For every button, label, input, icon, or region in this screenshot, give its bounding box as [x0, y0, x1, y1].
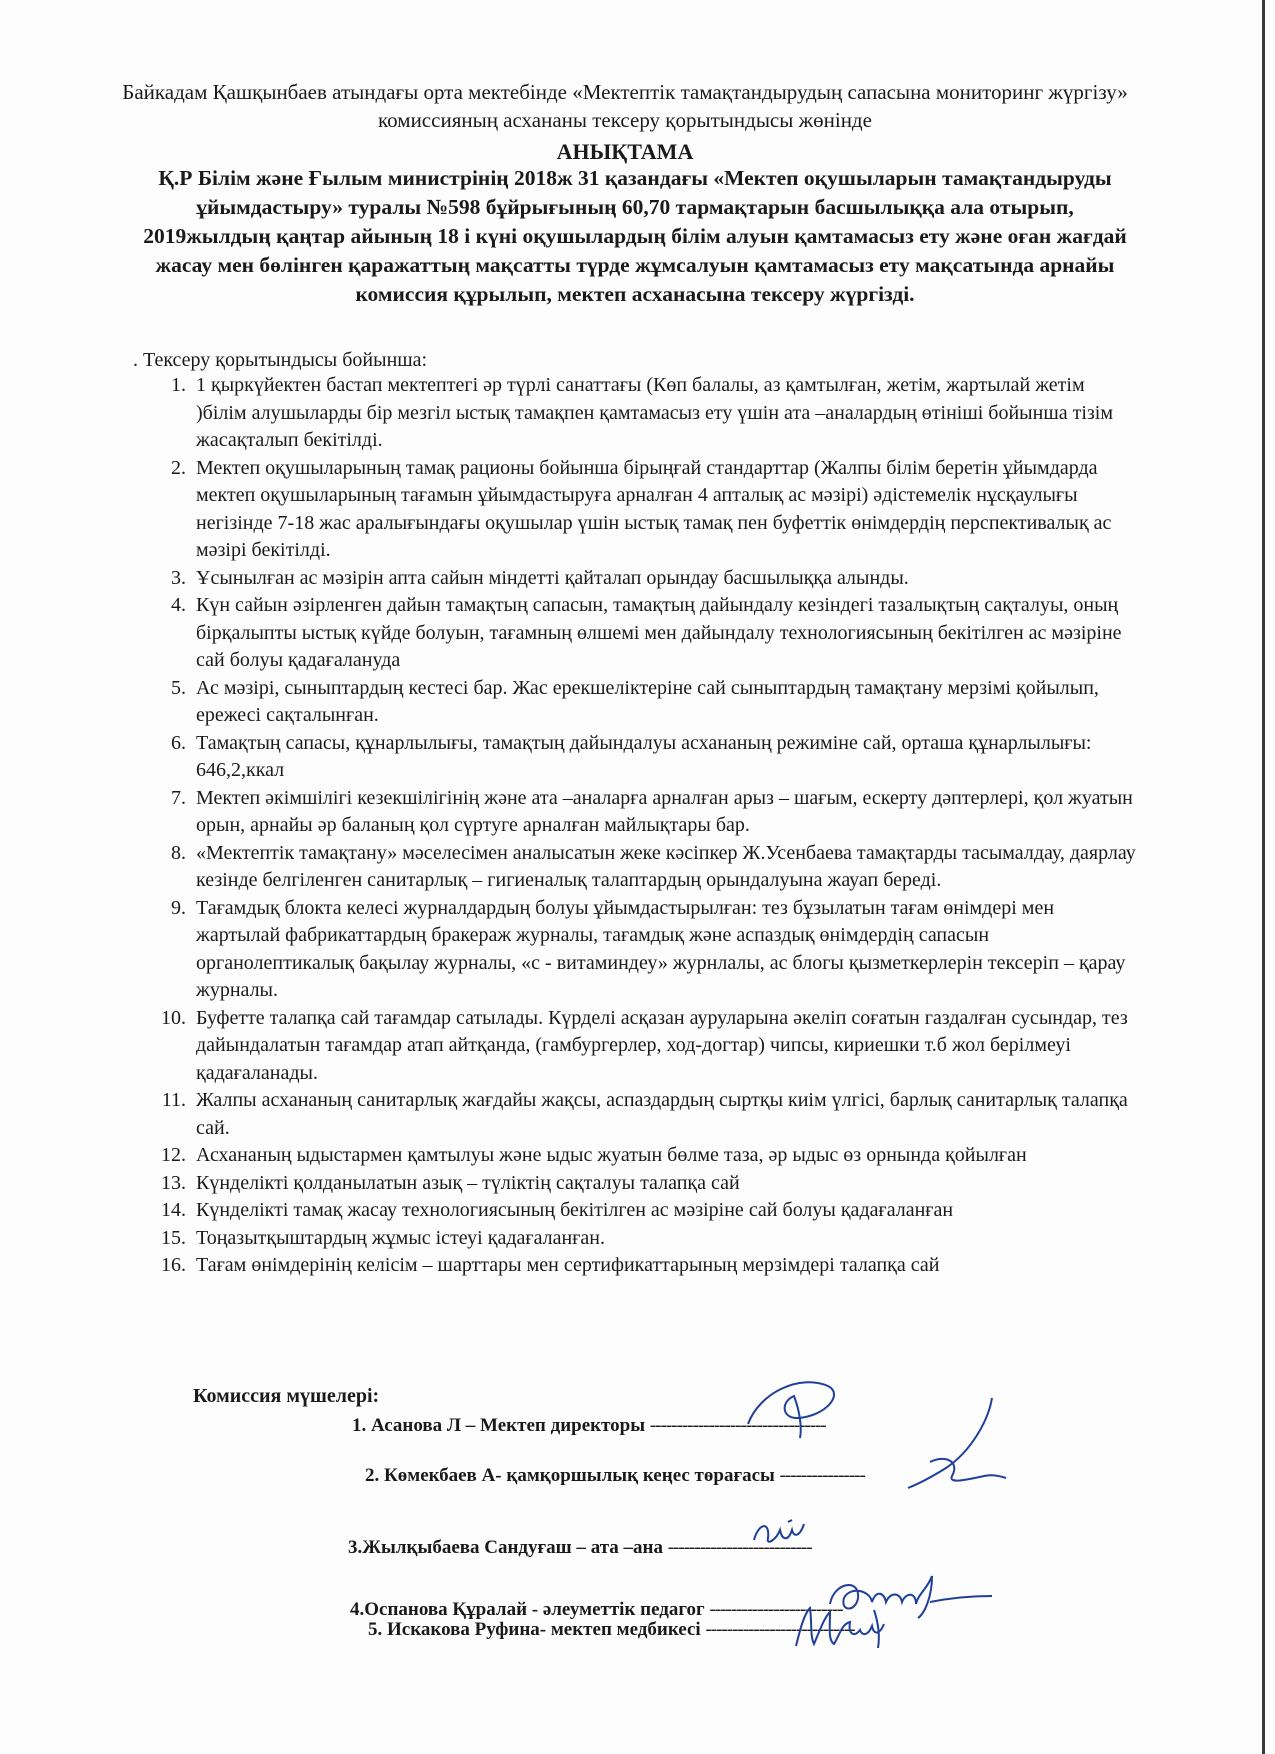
signature-iskakova	[790, 1600, 900, 1656]
finding-item	[140, 840, 1140, 895]
signature-zhylkybaeva	[748, 1510, 818, 1554]
member-name: 2. Көмекбаев А- қамқоршылық кеңес төрағасы	[365, 1465, 775, 1486]
finding-number: 16.	[161, 1254, 186, 1276]
scan-edge	[1262, 0, 1265, 1754]
finding-text: Күн сайын әзірленген дайын тамақтың сапасын, тамақтың дайындалу кезіндегі тазалықтың сақталуы, оның бірқалыпты ыстық күйде болуын, тағамның өлшемі мен дайындалу технологиясының бекітілген ас мәзіріне сай болуы қадағалануда	[196, 594, 1122, 671]
finding-text: Мектеп оқушыларының тамақ рационы бойынша бірыңғай стандарттар (Жалпы білім беретін ұйымдарда мектеп оқушыларының тағамын ұйымдастыруға арналған 4 апталық ас мәзірі) әдістемелік нұсқаулығы негізінде 7-18 жас аралығындағы оқушылар үшін ыстық тамақ пен буфеттік өнімдердің перспективалық ас мәзірі бекітілді.	[196, 456, 1112, 561]
finding-item	[140, 1225, 1140, 1253]
finding-text: Асхананың ыдыстармен қамтылуы және ыдыс жуатын бөлме таза, әр ыдыс өз орнында қойылған	[196, 1144, 1027, 1166]
finding-item	[140, 455, 1140, 565]
finding-number: 9.	[171, 896, 186, 919]
finding-number: 1.	[171, 374, 186, 396]
finding-item	[140, 895, 1140, 1005]
member-name: 1. Асанова Л – Мектеп директоры	[352, 1415, 646, 1436]
finding-number: 13.	[161, 1171, 186, 1194]
finding-number: 7.	[171, 786, 186, 809]
finding-item	[140, 372, 1140, 455]
finding-item	[140, 730, 1140, 785]
finding-item	[140, 1252, 1140, 1280]
finding-number: 6.	[171, 731, 186, 754]
member-5	[368, 1618, 855, 1642]
finding-text: Буфетте талапқа сай тағамдар сатылады. Күрделі асқазан ауруларына әкеліп соғатын газдалған сусындар, тез дайындалатын тағамдар атап айтқанда, (гамбургерлер, ход-догтар) чипсы, кириешки т.б жол берілмеуі қадағаланады.	[196, 1006, 1128, 1084]
finding-text: «Мектептік тамақтану» мәселесімен аналысатын жеке кәсіпкер Ж.Усенбаева тамақтарды тасымалдау, даярлау кезінде белгіленген санитарлық – гигиеналық талаптардың орындалуына жауап береді.	[196, 841, 1136, 891]
document-preamble: Қ.Р Білім және Ғылым министрінің 2018ж 31 қазандағы «Мектеп оқушыларын тамақтандыруды ұйымдастыру» туралы №598 бұйрығының 60,70 тармақтарын басшылыққа ала отырып, 2019жылдың қаңтар айының 18 і күні оқушылардың білім алуын қамтамасыз ету және оған жағдай жасау мен бөлінген қаражаттың мақсатты түрде жұмсалуын қамтамасыз ету мақсатында арнайы комиссия құрылып, мектеп асханасына тексеру жүргізді.	[143, 166, 1127, 306]
finding-number: 2.	[171, 456, 186, 479]
member-name: 3.Жылқыбаева Сандуғаш – ата –ана	[348, 1537, 663, 1558]
member-3	[348, 1536, 812, 1560]
finding-item	[140, 565, 1140, 593]
finding-number: 4.	[171, 594, 186, 616]
finding-number: 5.	[171, 676, 186, 699]
findings-list	[140, 372, 1140, 1280]
finding-text: Ұсынылған ас мәзірін апта сайын міндетті қайталап орындау басшылыққа алынды.	[196, 566, 909, 589]
finding-item	[140, 1005, 1140, 1088]
finding-text: Күнделікті тамақ жасау технологиясының бекітілген ас мәзіріне сай болуы қадағаланған	[196, 1199, 954, 1221]
member-name: 5. Искакова Руфина- мектеп медбикесі	[368, 1619, 701, 1640]
finding-text: Тамақтың сапасы, құнарлылығы, тамақтың дайындалуы асхананың режиміне сай, орташа құнарлылығы: 646,2,ккал	[196, 731, 1092, 781]
members-heading: Комиссия мүшелері:	[193, 1385, 380, 1407]
signature-line: ---------------------------	[667, 1537, 812, 1558]
finding-item	[140, 785, 1140, 840]
finding-item	[140, 1142, 1140, 1170]
finding-text: Мектеп әкімшілігі кезекшілігінің және ата –аналарға арналған арыз – шағым, ескерту дәптерлері, қол жуатын орын, арнайы әр баланың қол сүртуге арналған майлықтары бар.	[196, 786, 1133, 836]
member-2	[365, 1464, 865, 1488]
finding-text: 1 қыркүйектен бастап мектептегі әр түрлі санаттағы (Көп балалы, аз қамтылған, жетім, жартылай жетім )білім алушыларды бір мезгіл ыстық тамақпен қамтамасыз ету үшін ата –аналардың өтініші бойынша тізім жасақталып бекітілді.	[196, 374, 1114, 451]
finding-text: Тоңазытқыштардың жұмыс істеуі қадағаланған.	[196, 1226, 605, 1249]
document-title: АНЫҚТАМА	[556, 139, 694, 164]
finding-number: 15.	[161, 1226, 186, 1249]
signature-line: ----------------	[779, 1465, 865, 1486]
finding-number: 12.	[161, 1144, 186, 1166]
finding-item	[140, 1170, 1140, 1198]
finding-number: 8.	[171, 841, 186, 864]
findings-intro: . Тексеру қорытындысы бойынша:	[133, 349, 428, 371]
member-name: 4.Оспанова Құралай - әлеуметтік педагог	[350, 1599, 705, 1620]
finding-item	[140, 1197, 1140, 1225]
finding-text: Күнделікті қолданылатын азық – түліктің сақталуы талапқа сай	[196, 1171, 740, 1194]
finding-text: Тағам өнімдерінің келісім – шарттары мен сертификаттарының мерзімдері талапқа сай	[196, 1254, 940, 1276]
finding-text: Жалпы асхананың санитарлық жағдайы жақсы, аспаздардың сыртқы киім үлгісі, барлық санитарлық талапқа сай.	[196, 1089, 1128, 1139]
finding-number: 11.	[161, 1089, 186, 1111]
document-header: Байкадам Қашқынбаев атындағы орта мектебінде «Мектептік тамақтандырудың сапасына мониторинг жүргізу» комиссияның асхананы тексеру қорытындысы жөнінде	[122, 80, 1128, 132]
finding-number: 10.	[161, 1006, 186, 1029]
finding-text: Ас мәзірі, сыныптардың кестесі бар. Жас ерекшеліктеріне сай сыныптардың тамақтану мерзімі қойылып, ережесі сақталынған.	[196, 676, 1099, 726]
finding-item	[140, 1087, 1140, 1142]
finding-item	[140, 675, 1140, 730]
signature-line: ----------------------------	[705, 1619, 855, 1640]
finding-number: 3.	[171, 566, 186, 589]
signature-komekbaev	[900, 1392, 1010, 1502]
signature-line: ---------------------------------	[649, 1415, 826, 1436]
signature-asanova	[740, 1372, 850, 1442]
finding-text: Тағамдық блокта келесі журналдардың болуы ұйымдастырылған: тез бұзылатын тағам өнімдері мен жартылай фабрикаттардың бракераж журналы, тағамдық және аспаздық өнімдердің сапасын органолептикалық бақылау журналы, «с - витаминдеу» журнлалы, ас блогы қызметкерлерін тексеріп – қарау журналы.	[196, 896, 1126, 1001]
finding-item	[140, 592, 1140, 675]
finding-number: 14.	[161, 1199, 186, 1221]
signature-line: -------------------------	[709, 1599, 843, 1620]
